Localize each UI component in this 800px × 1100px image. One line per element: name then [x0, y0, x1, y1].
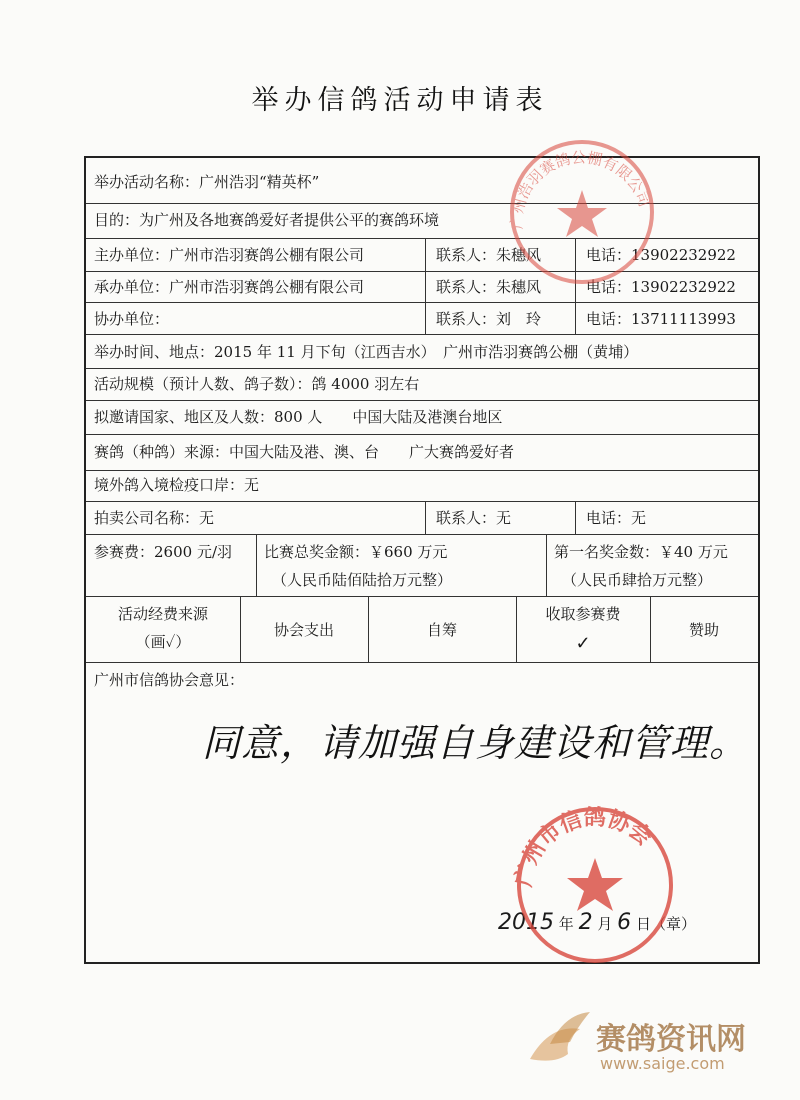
auction-contact: 联系人：无 — [436, 509, 512, 527]
auction-phone: 电话：无 — [586, 509, 647, 527]
watermark-name: 赛鸽资讯网 — [596, 1022, 746, 1057]
funding-option-self: 自筹 — [426, 621, 457, 639]
co-organizer-phone: 电话：13711113993 — [586, 310, 736, 328]
funding-label: 活动经费来源 — [117, 605, 208, 623]
organizer-phone: 电话：13902232922 — [586, 278, 736, 296]
purpose: 目的：为广州及各地赛鸽爱好者提供公平的赛鸽环境 — [94, 211, 440, 229]
first-prize-words: （人民币肆拾万元整） — [562, 571, 713, 589]
time-place: 举办时间、地点：2015 年 11 月下旬（江西吉水） 广州市浩羽赛鸽公棚（黄埔） — [94, 343, 639, 361]
seal-star-icon — [557, 190, 607, 237]
seal-star-icon — [567, 858, 623, 911]
association-seal — [510, 800, 680, 970]
svg-text:广州市信鸽协会: 广州市信鸽协会 — [511, 805, 657, 889]
pigeon-source: 赛鸽（种鸽）来源：中国大陆及港、澳、台 广大赛鸽爱好者 — [94, 443, 515, 461]
funding-option-sponsor: 赞助 — [688, 621, 719, 639]
activity-name: 举办活动名称：广州浩羽“精英杯” — [94, 173, 320, 191]
entry-fee: 参赛费：2600 元/羽 — [94, 543, 232, 561]
funding-option-association: 协会支出 — [273, 621, 334, 639]
host-unit: 主办单位：广州市浩羽赛鸽公棚有限公司 — [94, 246, 365, 264]
host-phone: 电话：13902232922 — [586, 246, 736, 264]
handwritten-opinion: 同意，请加强自身建设和管理。 — [202, 721, 749, 765]
quarantine-port: 境外鸽入境检疫口岸：无 — [94, 476, 260, 494]
auction-company: 拍卖公司名称：无 — [94, 509, 215, 527]
total-prize-words: （人民币陆佰陆拾万元整） — [272, 571, 453, 589]
company-seal — [500, 138, 670, 288]
first-prize: 第一名奖金数：￥40 万元 — [554, 543, 728, 561]
pigeon-logo-icon — [520, 1004, 600, 1084]
co-organizer-contact: 联系人：刘 玲 — [436, 310, 542, 328]
svg-text:广州浩羽赛鸽公棚有限公司: 广州浩羽赛鸽公棚有限公司 — [507, 148, 654, 230]
approval-date: 2015 年 2 月 6 日（章） — [498, 910, 696, 935]
invitees: 拟邀请国家、地区及人数：800 人 中国大陆及港澳台地区 — [94, 408, 503, 426]
check-mark: ✓ — [575, 633, 591, 654]
total-prize: 比赛总奖金额：￥660 万元 — [264, 543, 448, 561]
organizer-contact: 联系人：朱穗风 — [436, 278, 542, 296]
organizer-unit: 承办单位：广州市浩羽赛鸽公棚有限公司 — [94, 278, 365, 296]
funding-option-entry-fees: 收取参赛费 — [545, 605, 621, 623]
watermark-url: www.saige.com — [600, 1054, 725, 1073]
association-opinion-label: 广州市信鸽协会意见： — [94, 671, 245, 689]
activity-scale: 活动规模（预计人数、鸽子数）：鸽 4000 羽左右 — [94, 375, 420, 393]
site-watermark — [520, 1004, 760, 1084]
host-contact: 联系人：朱穗风 — [436, 246, 542, 264]
funding-label-check: （画✓） — [135, 633, 191, 651]
co-organizer-unit: 协办单位： — [94, 310, 170, 328]
form-title: 举办信鸽活动申请表 — [251, 85, 549, 116]
